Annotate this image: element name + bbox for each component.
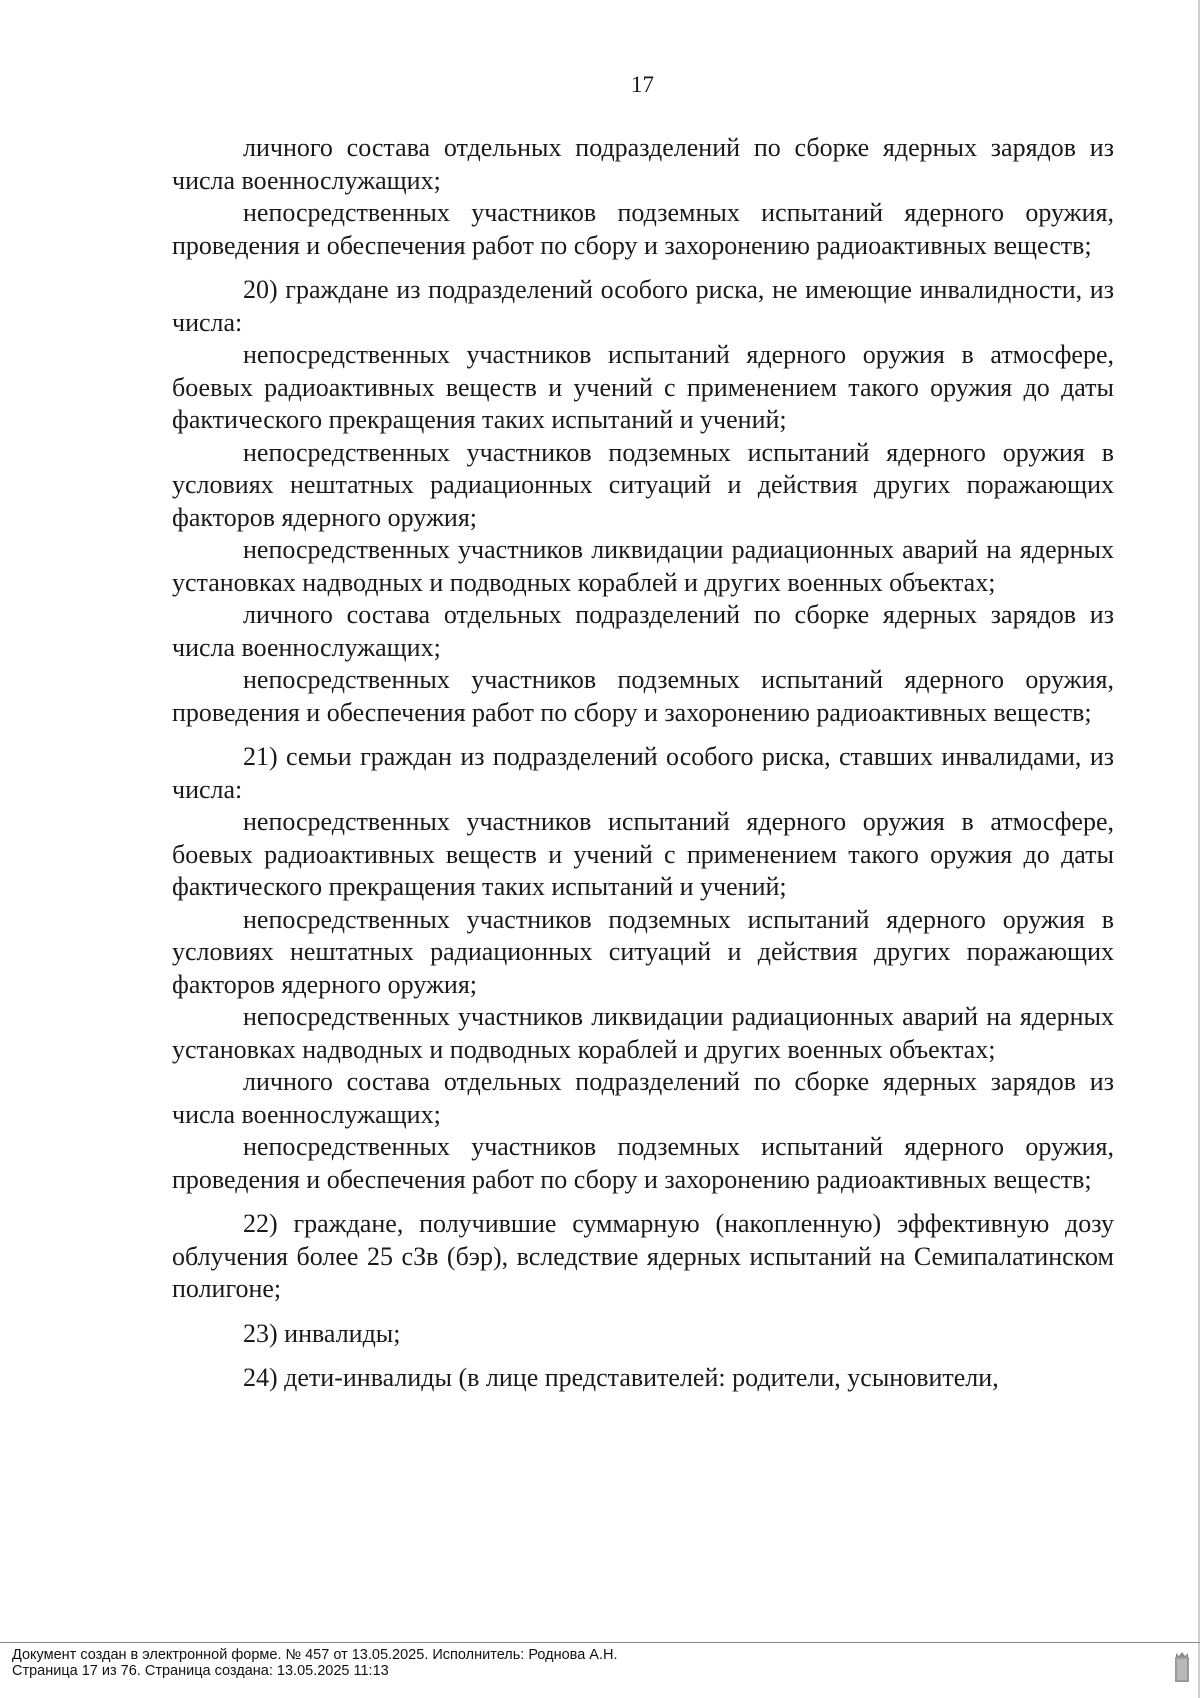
paragraph: непосредственных участников испытаний ядерного оружия в атмосфере, боевых радиоактивных веществ и учений с применением такого оружия до даты фактического прекращения таких испытаний и учений;: [172, 340, 1114, 434]
footer-divider: [0, 1642, 1200, 1643]
document-body: [172, 132, 1114, 1395]
paragraph: непосредственных участников подземных испытаний ядерного оружия, проведения и обеспечения работ по сбору и захоронению радиоактивных веществ;: [172, 665, 1114, 727]
footer-line-2: Страница 17 из 76. Страница создана: 13.05.2025 11:13: [12, 1663, 389, 1679]
paragraph: личного состава отдельных подразделений по сборке ядерных зарядов из числа военнослужащих;: [172, 1067, 1114, 1129]
paragraph: непосредственных участников ликвидации радиационных аварий на ядерных установках надводных и подводных кораблей и других военных объектах;: [172, 535, 1114, 597]
paragraph: личного состава отдельных подразделений по сборке ядерных зарядов из числа военнослужащих;: [172, 600, 1114, 662]
emblem-icon: [1172, 1650, 1192, 1684]
list-item-21: 21) семьи граждан из подразделений особого риска, ставших инвалидами, из числа:: [172, 742, 1114, 804]
paragraph: непосредственных участников испытаний ядерного оружия в атмосфере, боевых радиоактивных веществ и учений с применением такого оружия до даты фактического прекращения таких испытаний и учений;: [172, 807, 1114, 901]
paragraph: непосредственных участников подземных испытаний ядерного оружия в условиях нештатных радиационных ситуаций и действия других поражающих факторов ядерного оружия;: [172, 437, 1114, 532]
paragraph: непосредственных участников ликвидации радиационных аварий на ядерных установках надводных и подводных кораблей и других военных объектах;: [172, 1002, 1114, 1064]
paragraph: непосредственных участников подземных испытаний ядерного оружия в условиях нештатных радиационных ситуаций и действия других поражающих факторов ядерного оружия;: [172, 904, 1114, 999]
page-number: 17: [631, 72, 654, 97]
list-item-20: 20) граждане из подразделений особого риска, не имеющие инвалидности, из числа:: [172, 275, 1114, 337]
footer-line-1: Документ создан в электронной форме. № 457 от 13.05.2025. Исполнитель: Роднова А.Н.: [12, 1647, 618, 1663]
list-item-23: 23) инвалиды;: [243, 1318, 401, 1348]
paragraph: непосредственных участников подземных испытаний ядерного оружия, проведения и обеспечения работ по сбору и захоронению радиоактивных веществ;: [172, 1132, 1114, 1194]
document-footer: [12, 1647, 618, 1679]
list-item-24: 24) дети-инвалиды (в лице представителей: родители, усыновители,: [243, 1363, 999, 1392]
list-item-22: 22) граждане, получившие суммарную (накопленную) эффективную дозу облучения более 25 сЗв (бэр), вследствие ядерных испытаний на Семипалатинском полигоне;: [172, 1209, 1114, 1303]
paragraph: личного состава отдельных подразделений по сборке ядерных зарядов из числа военнослужащих;: [172, 133, 1114, 195]
paragraph: непосредственных участников подземных испытаний ядерного оружия, проведения и обеспечения работ по сбору и захоронению радиоактивных веществ;: [172, 198, 1114, 260]
